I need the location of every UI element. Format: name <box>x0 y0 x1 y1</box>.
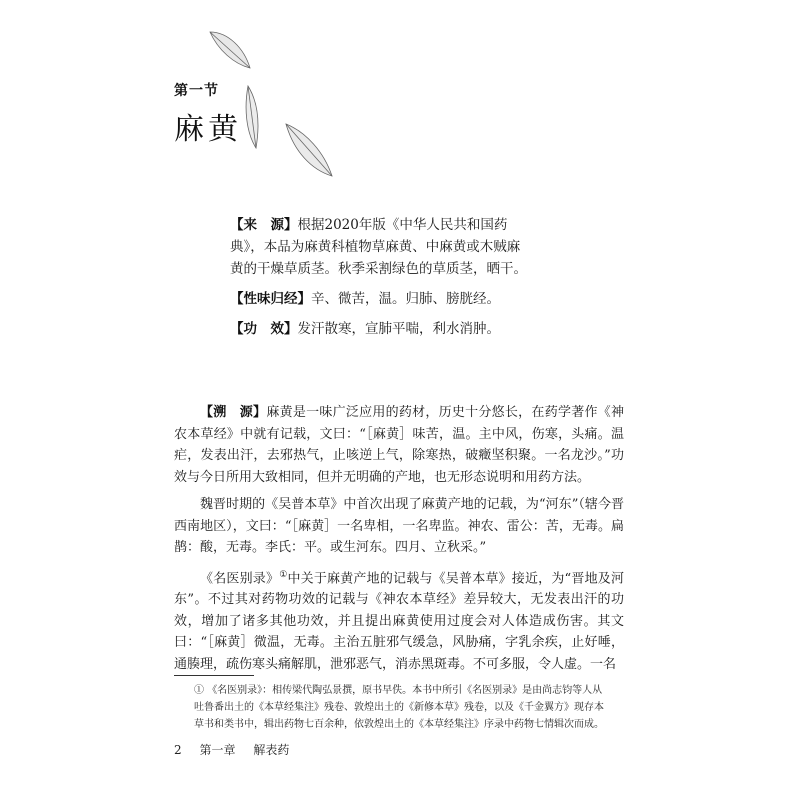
herb-summary <box>230 214 530 348</box>
effect-text: 发汗散寒，宣肺平喘，利水消肿。 <box>297 321 500 337</box>
paragraph-origin: 【溯 源】麻黄是一味广泛应用的药材，历史十分悠长，在药学著作《神农本草经》中就有记载，文曰：“［麻黄］味苦，温。主中风，伤寒，头痛。温疟，发表出汗，去邪热气，止咳逆上气，除寒热，破癥坚积聚。一名龙沙。”功效与今日所用大致相同，但并无明确的产地，也无形态说明和用药方法。 <box>174 405 624 485</box>
chapter-title: 解表药 <box>253 743 290 757</box>
source-text: 根据2020年版《中华人民共和国药典》，本品为麻黄科植物草麻黄、中麻黄或木贼麻黄的干燥草质茎。秋季采割绿色的草质茎，晒干。 <box>230 217 527 277</box>
footnote-divider <box>174 675 254 676</box>
nature-text: 辛、微苦，温。归肺、膀胱经。 <box>311 291 500 307</box>
falling-leaves-illustration <box>200 20 340 210</box>
summary-entry-source <box>230 214 530 280</box>
summary-entry-nature <box>230 288 530 310</box>
paragraph-wupu: 魏晋时期的《吴普本草》中首次出现了麻黄产地的记载，为“河东”（辖今晋西南地区），文曰：“［麻黄］一名卑相，一名卑监。神农、雷公：苦，无毒。扁鹊：酸，无毒。李氏：平。或生河东。四月、立秋采。” <box>174 497 624 555</box>
page-footer <box>174 741 303 758</box>
nature-tag: 【性味归经】 <box>230 291 311 307</box>
paragraph-mingyi: 《名医别录》①中关于麻黄产地的记载与《吴普本草》接近，为“晋地及河东”。不过其对药物功效的记载与《神农本草经》差异较大，无发表出汗的功效，增加了诸多其他功效，并且提出麻黄使用过度会对人体造成伤害。其文曰：“［麻黄］微温，无毒。主治五脏邪气缓急，风胁痛，字乳余疾，止好唾，通腠理，疏伤寒头痛解肌，泄邪恶气，消赤黑斑毒。不可多服，令人虚。一名 <box>174 569 624 672</box>
footnote-ref[interactable]: ① <box>279 569 288 580</box>
source-tag: 【来 源】 <box>230 217 298 233</box>
summary-entry-effect <box>230 318 530 340</box>
footnote-marker: ① <box>194 685 204 696</box>
chapter-label: 第一章 <box>199 743 236 757</box>
footnote <box>194 682 604 733</box>
herb-title: 麻黄 <box>174 112 242 147</box>
section-label: 第一节 <box>174 83 219 99</box>
page-number: 2 <box>174 743 182 757</box>
footnote-text: 《名医别录》：相传梁代陶弘景撰，原书早佚。本书中所引《名医别录》是由尚志钧等人从吐鲁番出土的《本草经集注》残卷、敦煌出土的《新修本草》残卷，以及《千金翼方》现存本草书和类书中，辑出药物七百余种，依敦煌出土的《本草经集注》序录中药物七情辑次而成。 <box>194 685 604 730</box>
effect-tag: 【功 效】 <box>230 321 298 337</box>
origin-tag: 【溯 源】 <box>200 405 267 420</box>
body-text <box>174 402 624 681</box>
